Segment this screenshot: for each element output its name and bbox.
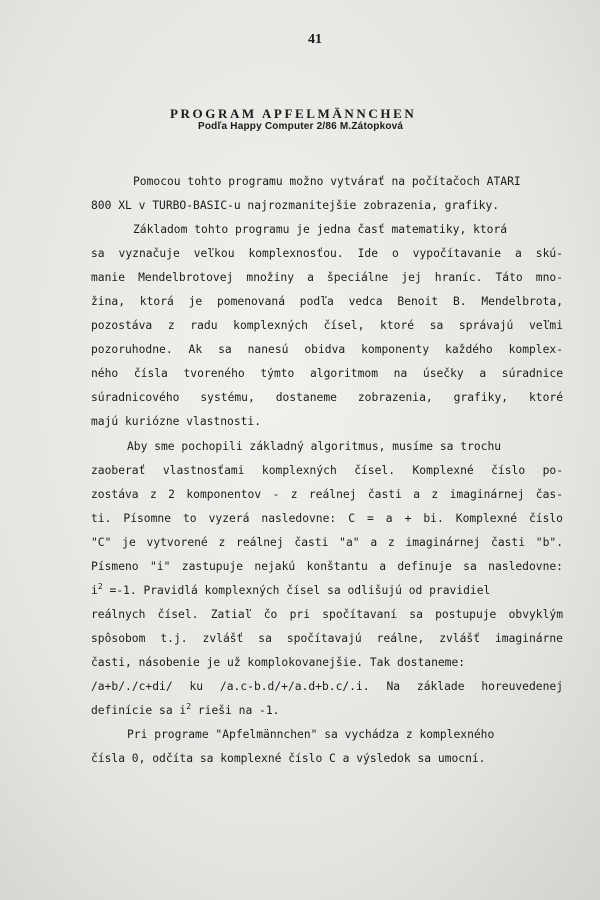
text-line: 800 XL v TURBO-BASIC-u najrozmanitejšie zobrazenia, grafiky. (91, 199, 500, 213)
exponent: 2 (186, 702, 192, 712)
text-line: manie Mendelbrotovej množiny a špeciálne jej hraníc. Táto mno- (91, 271, 563, 285)
page-number: 41 (308, 32, 322, 47)
text-line: zostáva z 2 komponentov - z reálnej časti a z imaginárnej čas- (91, 487, 563, 501)
text-line-with-exponent (91, 699, 563, 723)
document-subtitle: Podľa Happy Computer 2/86 M.Zátopková (198, 121, 404, 132)
text-line-start: definície sa i (91, 704, 187, 718)
text-line: ti. Písomne to vyzerá nasledovne: C = a + bi. Komplexné číslo (91, 511, 563, 525)
text-line: pozoruhodne. Ak sa nanesú obidva komponenty každého komplex- (91, 343, 563, 357)
text-line: Aby sme pochopili základný algoritmus, musíme sa trochu (127, 439, 502, 453)
text-line: reálnych čísel. Zatiaľ čo pri spočítavaní sa postupuje obvyklým (91, 607, 563, 621)
text-line: ného čísla tvoreného týmto algoritmom na úsečky a súradnice (91, 367, 563, 381)
math-symbol: i (91, 583, 98, 597)
text-line: zaoberať vlastnosťami komplexných čísel. Komplexné číslo po- (91, 463, 563, 477)
text-line: súradnicového systému, dostaneme zobrazenia, grafiky, ktoré (91, 391, 563, 405)
text-line: Písmeno "i" zastupuje nejakú konštantu a definuje sa nasledovne: (91, 559, 563, 573)
text-line: pozostáva z radu komplexných čísel, ktoré sa správajú veľmi (91, 319, 563, 333)
text-line: spôsobom t.j. zvlášť sa spočítavajú reálne, zvlášť imaginárne (91, 631, 563, 645)
text-line: časti, násobenie je už komplokovanejšie. Tak dostaneme: (91, 655, 466, 669)
text-line: Pomocou tohto programu možno vytvárať na počítačoch ATARI (133, 175, 521, 188)
text-line: Základom tohto programu je jedna časť matematiky, ktorá (133, 223, 508, 237)
body-text (91, 170, 563, 771)
text-line-rest: =-1. Pravidlá komplexných čísel sa odlišujú od pravidiel (102, 583, 491, 597)
text-line: "C" je vytvorené z reálnej časti "a" a z imaginárnej časti "b". (91, 535, 563, 549)
text-line: majú kuriózne vlastnosti. (91, 415, 262, 429)
text-line: /a+b/./c+di/ ku /a.c-b.d/+/a.d+b.c/.i. Na základe horeuvedenej (91, 679, 563, 693)
text-line: Pri programe "Apfelmännchen" sa vychádza z komplexného (127, 728, 495, 742)
text-line-with-exponent (91, 579, 563, 603)
text-line: čísla 0, odčíta sa komplexné číslo C a výsledok sa umocní. (91, 752, 486, 766)
document-title: PROGRAM APFELMÄNNCHEN (170, 106, 417, 121)
exponent: 2 (97, 581, 103, 591)
text-line-rest: rieši na -1. (191, 704, 280, 718)
text-line: žina, ktorá je pomenovaná podľa vedca Benoit B. Mendelbrota, (91, 295, 563, 309)
text-line: sa vyznačuje veľkou komplexnosťou. Ide o vypočítavanie a skú- (91, 247, 563, 261)
